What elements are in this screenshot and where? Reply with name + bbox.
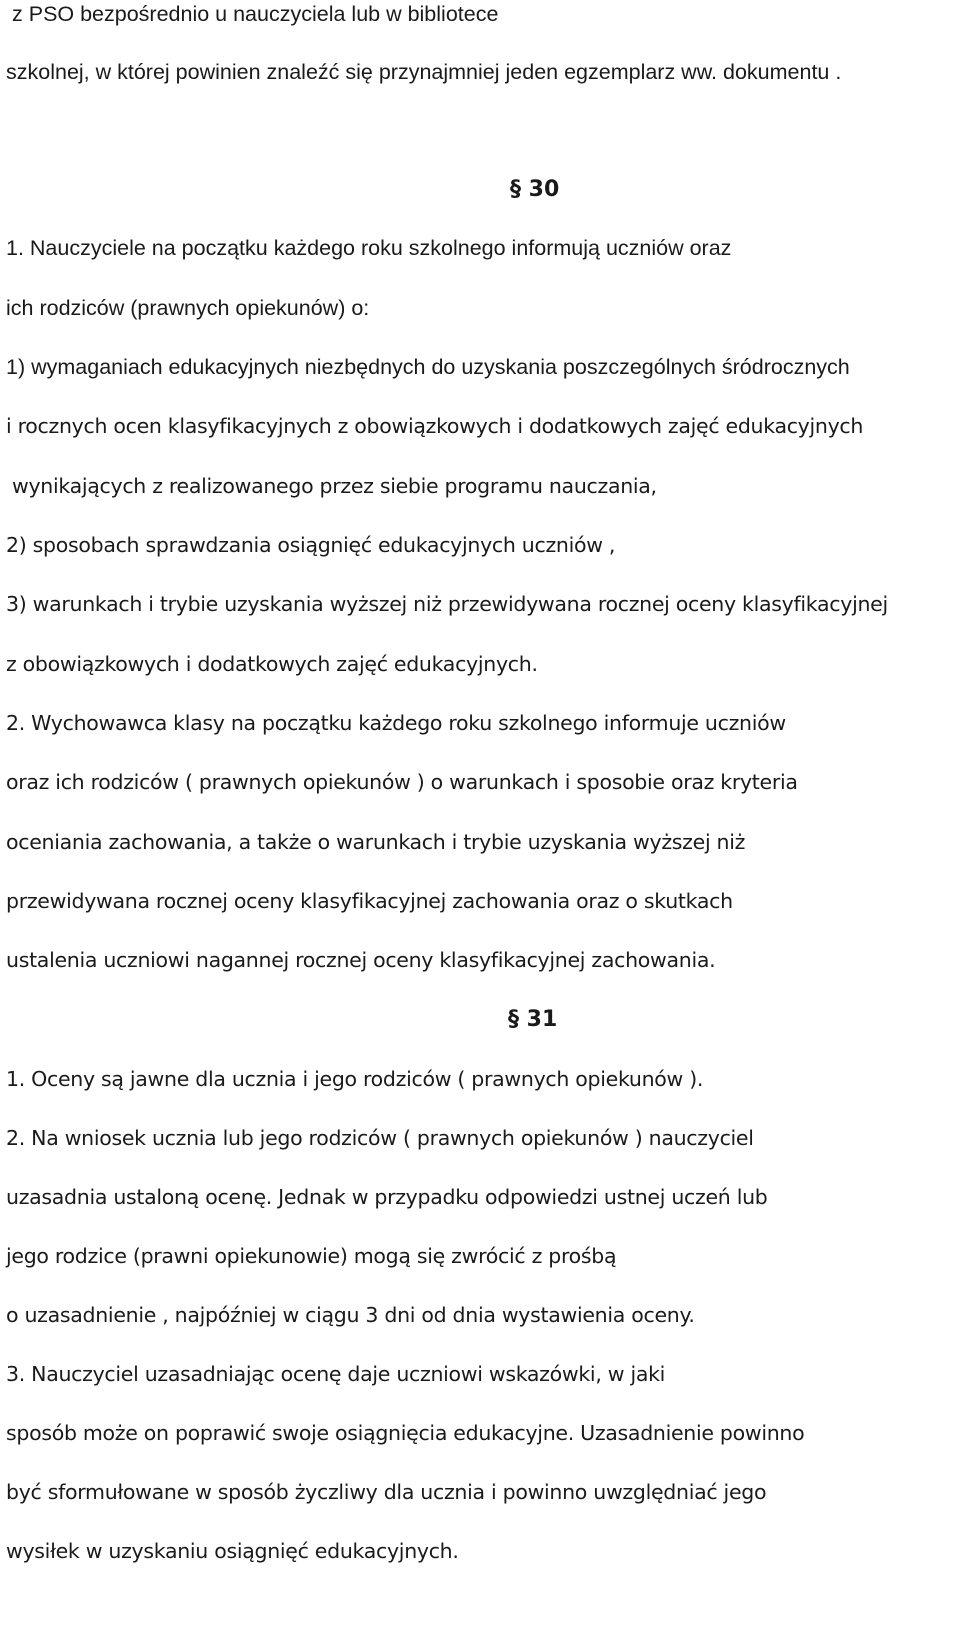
text-line: z obowiązkowych i dodatkowych zajęć edukacyjnych. [6,652,538,676]
text-line: z PSO bezpośrednio u nauczyciela lub w bibliotece [12,2,499,26]
text-line: uzasadnia ustaloną ocenę. Jednak w przypadku odpowiedzi ustnej uczeń lub [6,1185,768,1209]
text-line: być sformułowane w sposób życzliwy dla ucznia i powinno uwzględniać jego [6,1480,767,1504]
section-heading-30: § 30 [510,177,560,202]
text-line: o uzasadnienie , najpóźniej w ciągu 3 dni od dnia wystawienia oceny. [6,1303,695,1327]
text-line: przewidywana rocznej oceny klasyfikacyjnej zachowania oraz o skutkach [6,889,733,913]
section-heading-31: § 31 [508,1007,558,1032]
text-line: 1. Nauczyciele na początku każdego roku szkolnego informują uczniów oraz [6,236,732,260]
text-line: 3. Nauczyciel uzasadniając ocenę daje uczniowi wskazówki, w jaki [6,1362,666,1386]
text-line: oraz ich rodziców ( prawnych opiekunów ) o warunkach i sposobie oraz kryteria [6,770,798,794]
text-line: sposób może on poprawić swoje osiągnięcia edukacyjne. Uzasadnienie powinno [6,1421,805,1445]
text-line: jego rodzice (prawni opiekunowie) mogą się zwrócić z prośbą [6,1244,617,1268]
text-line: 1. Oceny są jawne dla ucznia i jego rodziców ( prawnych opiekunów ). [6,1067,704,1091]
text-line: 2) sposobach sprawdzania osiągnięć edukacyjnych uczniów , [6,533,616,557]
text-line: 2. Wychowawca klasy na początku każdego roku szkolnego informuje uczniów [6,711,786,735]
text-line: 1) wymaganiach edukacyjnych niezbędnych do uzyskania poszczególnych śródrocznych [6,355,850,379]
text-line: wynikających z realizowanego przez siebie programu nauczania, [12,474,657,498]
text-line: i rocznych ocen klasyfikacyjnych z obowiązkowych i dodatkowych zajęć edukacyjnych [6,414,864,438]
text-line: ich rodziców (prawnych opiekunów) o: [6,296,370,320]
text-line: 2. Na wniosek ucznia lub jego rodziców ( prawnych opiekunów ) nauczyciel [6,1126,754,1150]
text-line: 3) warunkach i trybie uzyskania wyższej niż przewidywana rocznej oceny klasyfikacyjnej [6,592,888,616]
text-line: ustalenia uczniowi nagannej rocznej oceny klasyfikacyjnej zachowania. [6,948,716,972]
text-line: szkolnej, w której powinien znaleźć się przynajmniej jeden egzemplarz ww. dokumentu . [6,60,842,84]
text-line: wysiłek w uzyskaniu osiągnięć edukacyjnych. [6,1539,459,1563]
text-line: oceniania zachowania, a także o warunkach i trybie uzyskania wyższej niż [6,830,746,854]
